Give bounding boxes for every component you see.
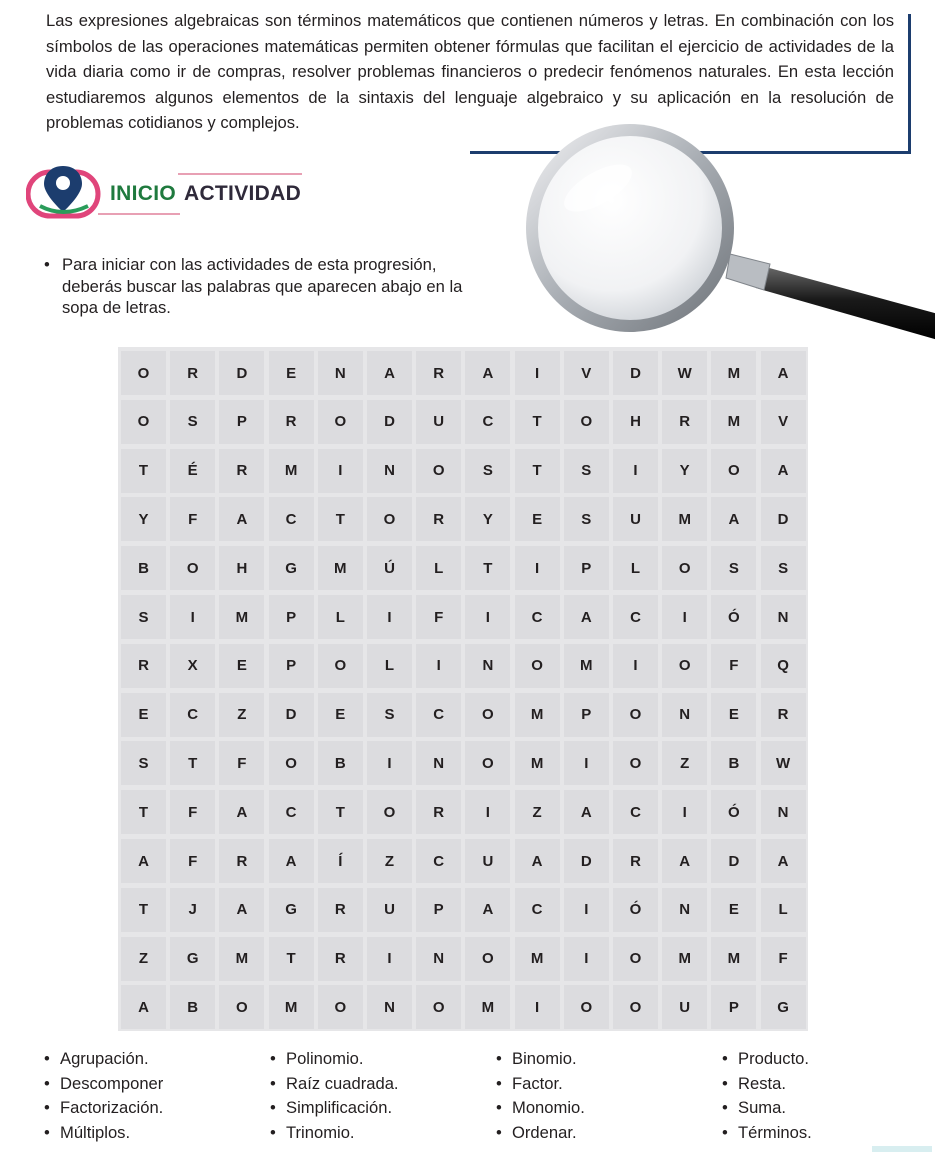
grid-cell[interactable]: O — [662, 546, 707, 590]
grid-cell[interactable]: S — [121, 595, 166, 639]
word-list-item: • Binomio. — [496, 1049, 577, 1069]
grid-cell[interactable]: S — [564, 497, 609, 541]
grid-cell[interactable]: Ó — [613, 888, 658, 932]
grid-cell[interactable]: R — [662, 400, 707, 444]
grid-cell[interactable]: Z — [662, 741, 707, 785]
grid-cell[interactable]: R — [170, 351, 215, 395]
instruction-text: Para iniciar con las actividades de esta progresión, deberás buscar las palabras que aparecen abajo en la sopa de letras. — [62, 255, 463, 317]
grid-cell[interactable]: N — [367, 449, 412, 493]
grid-cell[interactable]: Ó — [711, 790, 756, 834]
grid-cell[interactable]: O — [416, 985, 461, 1029]
grid-cell[interactable]: X — [170, 644, 215, 688]
word-list-item: • Términos. — [722, 1123, 812, 1143]
grid-cell[interactable]: M — [465, 985, 510, 1029]
grid-cell[interactable]: M — [564, 644, 609, 688]
grid-cell[interactable]: C — [170, 693, 215, 737]
grid-cell[interactable]: O — [269, 741, 314, 785]
grid-cell[interactable]: R — [416, 351, 461, 395]
grid-cell[interactable]: D — [564, 839, 609, 883]
grid-cell[interactable]: C — [515, 888, 560, 932]
grid-cell[interactable]: H — [219, 546, 264, 590]
grid-cell[interactable]: H — [613, 400, 658, 444]
grid-cell[interactable]: I — [515, 351, 560, 395]
grid-cell[interactable]: I — [367, 937, 412, 981]
grid-cell[interactable]: N — [367, 985, 412, 1029]
word-list-item: • Factorización. — [44, 1098, 163, 1118]
grid-cell[interactable]: L — [761, 888, 806, 932]
grid-cell[interactable]: P — [564, 693, 609, 737]
grid-cell[interactable]: R — [318, 888, 363, 932]
grid-cell[interactable]: E — [121, 693, 166, 737]
grid-cell[interactable]: I — [367, 741, 412, 785]
grid-cell[interactable]: G — [269, 888, 314, 932]
grid-cell[interactable]: D — [219, 351, 264, 395]
grid-cell[interactable]: I — [318, 449, 363, 493]
grid-cell[interactable]: W — [761, 741, 806, 785]
grid-cell[interactable]: C — [269, 790, 314, 834]
grid-cell[interactable]: D — [761, 497, 806, 541]
grid-cell[interactable]: M — [711, 937, 756, 981]
grid-cell[interactable]: T — [318, 497, 363, 541]
grid-cell[interactable]: O — [121, 400, 166, 444]
grid-cell[interactable]: P — [416, 888, 461, 932]
grid-cell[interactable]: O — [711, 449, 756, 493]
grid-cell[interactable]: P — [269, 595, 314, 639]
grid-cell[interactable]: A — [515, 839, 560, 883]
word-list-item: • Agrupación. — [44, 1049, 149, 1069]
grid-cell[interactable]: R — [219, 449, 264, 493]
grid-cell[interactable]: I — [613, 644, 658, 688]
grid-cell[interactable]: I — [564, 937, 609, 981]
grid-cell[interactable]: M — [318, 546, 363, 590]
section-label-start: INICIO — [110, 182, 176, 205]
grid-cell[interactable]: I — [662, 595, 707, 639]
grid-cell[interactable]: R — [761, 693, 806, 737]
grid-cell[interactable]: M — [711, 351, 756, 395]
grid-cell[interactable]: A — [219, 888, 264, 932]
grid-cell[interactable]: T — [515, 449, 560, 493]
grid-cell[interactable]: M — [711, 400, 756, 444]
grid-cell[interactable]: S — [121, 741, 166, 785]
grid-cell[interactable]: R — [416, 790, 461, 834]
grid-cell[interactable]: Z — [367, 839, 412, 883]
grid-cell[interactable]: S — [711, 546, 756, 590]
label-overline — [178, 173, 302, 175]
grid-cell[interactable]: A — [465, 888, 510, 932]
grid-cell[interactable]: A — [121, 839, 166, 883]
grid-cell[interactable]: T — [515, 400, 560, 444]
grid-cell[interactable]: N — [416, 741, 461, 785]
grid-cell[interactable]: C — [269, 497, 314, 541]
grid-cell[interactable]: N — [318, 351, 363, 395]
grid-cell[interactable]: Y — [662, 449, 707, 493]
grid-cell[interactable]: Í — [318, 839, 363, 883]
grid-cell[interactable]: F — [170, 790, 215, 834]
grid-cell[interactable]: U — [662, 985, 707, 1029]
word-list-item: • Ordenar. — [496, 1123, 577, 1143]
grid-cell[interactable]: C — [515, 595, 560, 639]
grid-cell[interactable]: O — [662, 644, 707, 688]
grid-cell[interactable]: O — [465, 693, 510, 737]
grid-cell[interactable]: R — [269, 400, 314, 444]
grid-cell[interactable]: O — [613, 937, 658, 981]
grid-cell[interactable]: Y — [465, 497, 510, 541]
grid-cell[interactable]: F — [416, 595, 461, 639]
grid-cell[interactable]: F — [170, 497, 215, 541]
grid-cell[interactable]: A — [662, 839, 707, 883]
grid-cell[interactable]: S — [465, 449, 510, 493]
grid-cell[interactable]: I — [465, 790, 510, 834]
grid-cell[interactable]: J — [170, 888, 215, 932]
grid-cell[interactable]: B — [318, 741, 363, 785]
grid-cell[interactable]: E — [515, 497, 560, 541]
grid-cell[interactable]: O — [219, 985, 264, 1029]
grid-cell[interactable]: L — [416, 546, 461, 590]
word-list-item: • Simplificación. — [270, 1098, 392, 1118]
grid-cell[interactable]: A — [564, 595, 609, 639]
grid-cell[interactable]: R — [121, 644, 166, 688]
grid-cell[interactable]: I — [416, 644, 461, 688]
grid-cell[interactable]: O — [564, 400, 609, 444]
grid-cell[interactable]: R — [318, 937, 363, 981]
grid-cell[interactable]: S — [170, 400, 215, 444]
word-search-grid — [118, 347, 808, 1031]
word-list-item: • Raíz cuadrada. — [270, 1074, 399, 1094]
grid-cell[interactable]: A — [711, 497, 756, 541]
grid-cell[interactable]: L — [367, 644, 412, 688]
word-list-item: • Múltiplos. — [44, 1123, 130, 1143]
grid-cell[interactable]: S — [761, 546, 806, 590]
grid-cell[interactable]: O — [613, 985, 658, 1029]
grid-cell[interactable]: C — [416, 839, 461, 883]
grid-cell[interactable]: I — [515, 985, 560, 1029]
grid-cell[interactable]: A — [761, 839, 806, 883]
grid-cell[interactable]: N — [416, 937, 461, 981]
grid-cell[interactable]: F — [219, 741, 264, 785]
grid-cell[interactable]: I — [662, 790, 707, 834]
grid-cell[interactable]: B — [170, 985, 215, 1029]
grid-cell[interactable]: V — [564, 351, 609, 395]
grid-cell[interactable]: A — [367, 351, 412, 395]
instruction — [44, 254, 492, 319]
grid-cell[interactable]: S — [367, 693, 412, 737]
grid-cell[interactable]: O — [465, 741, 510, 785]
grid-cell[interactable]: Z — [121, 937, 166, 981]
grid-cell[interactable]: O — [170, 546, 215, 590]
grid-cell[interactable]: C — [465, 400, 510, 444]
grid-cell[interactable]: B — [121, 546, 166, 590]
grid-cell[interactable]: O — [515, 644, 560, 688]
grid-cell[interactable]: I — [465, 595, 510, 639]
grid-cell[interactable]: Y — [121, 497, 166, 541]
grid-cell[interactable]: O — [367, 497, 412, 541]
grid-cell[interactable]: A — [564, 790, 609, 834]
grid-cell[interactable]: M — [662, 937, 707, 981]
page-corner-mark — [872, 1146, 932, 1152]
grid-cell[interactable]: T — [121, 449, 166, 493]
bullet: • — [44, 255, 50, 274]
location-pin-icon — [26, 162, 102, 220]
grid-cell[interactable]: U — [465, 839, 510, 883]
grid-cell[interactable]: P — [711, 985, 756, 1029]
grid-cell[interactable]: N — [465, 644, 510, 688]
grid-cell[interactable]: M — [219, 595, 264, 639]
grid-cell[interactable]: D — [367, 400, 412, 444]
word-list-item: • Descomponer — [44, 1074, 163, 1094]
word-list-item: • Producto. — [722, 1049, 809, 1069]
grid-cell[interactable]: O — [465, 937, 510, 981]
grid-cell[interactable]: U — [416, 400, 461, 444]
grid-cell[interactable]: I — [367, 595, 412, 639]
word-list-item: • Resta. — [722, 1074, 786, 1094]
grid-cell[interactable]: O — [318, 985, 363, 1029]
grid-cell[interactable]: C — [613, 595, 658, 639]
word-list-item: • Factor. — [496, 1074, 563, 1094]
grid-cell[interactable]: M — [269, 985, 314, 1029]
grid-cell[interactable]: A — [761, 449, 806, 493]
grid-cell[interactable]: D — [613, 351, 658, 395]
grid-cell[interactable]: G — [269, 546, 314, 590]
grid-cell[interactable]: D — [269, 693, 314, 737]
grid-cell[interactable]: T — [121, 790, 166, 834]
grid-cell[interactable]: R — [219, 839, 264, 883]
grid-cell[interactable]: M — [269, 449, 314, 493]
grid-cell[interactable]: N — [761, 595, 806, 639]
word-list-item: • Suma. — [722, 1098, 786, 1118]
grid-cell[interactable]: R — [613, 839, 658, 883]
grid-cell[interactable]: Z — [219, 693, 264, 737]
grid-cell[interactable]: Z — [515, 790, 560, 834]
grid-cell[interactable]: I — [564, 888, 609, 932]
grid-cell[interactable]: A — [761, 351, 806, 395]
grid-cell[interactable]: I — [170, 595, 215, 639]
grid-cell[interactable]: M — [515, 741, 560, 785]
grid-cell[interactable]: U — [613, 497, 658, 541]
grid-cell[interactable]: O — [318, 644, 363, 688]
grid-cell[interactable]: L — [318, 595, 363, 639]
grid-cell[interactable]: E — [711, 888, 756, 932]
grid-cell[interactable]: O — [613, 741, 658, 785]
grid-cell[interactable]: A — [269, 839, 314, 883]
grid-cell[interactable]: M — [515, 937, 560, 981]
grid-cell[interactable]: I — [564, 741, 609, 785]
grid-cell[interactable]: A — [219, 497, 264, 541]
grid-cell[interactable]: N — [662, 693, 707, 737]
grid-cell[interactable]: O — [613, 693, 658, 737]
section-label-activity: ACTIVIDAD — [184, 182, 302, 205]
grid-cell[interactable]: C — [613, 790, 658, 834]
grid-cell[interactable]: S — [564, 449, 609, 493]
grid-cell[interactable]: N — [761, 790, 806, 834]
grid-cell[interactable]: Ó — [711, 595, 756, 639]
grid-cell[interactable]: E — [269, 351, 314, 395]
grid-cell[interactable]: A — [465, 351, 510, 395]
grid-cell[interactable]: F — [170, 839, 215, 883]
grid-cell[interactable]: O — [121, 351, 166, 395]
grid-cell[interactable]: U — [367, 888, 412, 932]
grid-cell[interactable]: I — [613, 449, 658, 493]
word-list-item: • Monomio. — [496, 1098, 585, 1118]
magnifying-glass-icon — [470, 118, 935, 363]
grid-cell[interactable]: E — [318, 693, 363, 737]
grid-cell[interactable]: T — [269, 937, 314, 981]
grid-cell[interactable]: T — [170, 741, 215, 785]
grid-cell[interactable]: T — [465, 546, 510, 590]
grid-cell[interactable]: P — [269, 644, 314, 688]
grid-cell[interactable]: I — [515, 546, 560, 590]
grid-cell[interactable]: M — [219, 937, 264, 981]
word-list-item: • Polinomio. — [270, 1049, 363, 1069]
grid-cell[interactable]: W — [662, 351, 707, 395]
grid-cell[interactable]: P — [564, 546, 609, 590]
grid-cell[interactable]: A — [121, 985, 166, 1029]
grid-cell[interactable]: R — [416, 497, 461, 541]
grid-cell[interactable]: E — [219, 644, 264, 688]
grid-cell[interactable]: N — [662, 888, 707, 932]
grid-cell[interactable]: Ú — [367, 546, 412, 590]
grid-cell[interactable]: F — [761, 937, 806, 981]
grid-cell[interactable]: G — [761, 985, 806, 1029]
grid-cell[interactable]: E — [711, 693, 756, 737]
word-list-item: • Trinomio. — [270, 1123, 355, 1143]
grid-cell[interactable]: G — [170, 937, 215, 981]
grid-cell[interactable]: T — [121, 888, 166, 932]
grid-cell[interactable]: A — [219, 790, 264, 834]
word-list — [44, 1049, 935, 1149]
grid-cell[interactable]: L — [613, 546, 658, 590]
grid-cell[interactable]: M — [515, 693, 560, 737]
grid-cell[interactable]: C — [416, 693, 461, 737]
grid-cell[interactable]: D — [711, 839, 756, 883]
grid-cell[interactable]: B — [711, 741, 756, 785]
grid-cell[interactable]: Q — [761, 644, 806, 688]
label-underline — [98, 213, 180, 215]
grid-cell[interactable]: V — [761, 400, 806, 444]
grid-cell[interactable]: M — [662, 497, 707, 541]
grid-cell[interactable]: O — [416, 449, 461, 493]
grid-cell[interactable]: P — [219, 400, 264, 444]
grid-cell[interactable]: É — [170, 449, 215, 493]
intro-paragraph: Las expresiones algebraicas son términos matemáticos que contienen números y letras. En combinación con los símbolos de las operaciones matemáticas permiten obtener fórmulas que facilitan el ejercicio de actividades de la vida diaria como ir de compras, resolver problemas financieros o predecir fenómenos naturales. En esta lección estudiaremos algunos elementos de la sintaxis del lenguaje algebraico y su aplicación en la resolución de problemas cotidianos y complejos. — [46, 11, 894, 132]
grid-cell[interactable]: O — [367, 790, 412, 834]
grid-cell[interactable]: F — [711, 644, 756, 688]
grid-cell[interactable]: O — [564, 985, 609, 1029]
grid-cell[interactable]: T — [318, 790, 363, 834]
grid-cell[interactable]: O — [318, 400, 363, 444]
